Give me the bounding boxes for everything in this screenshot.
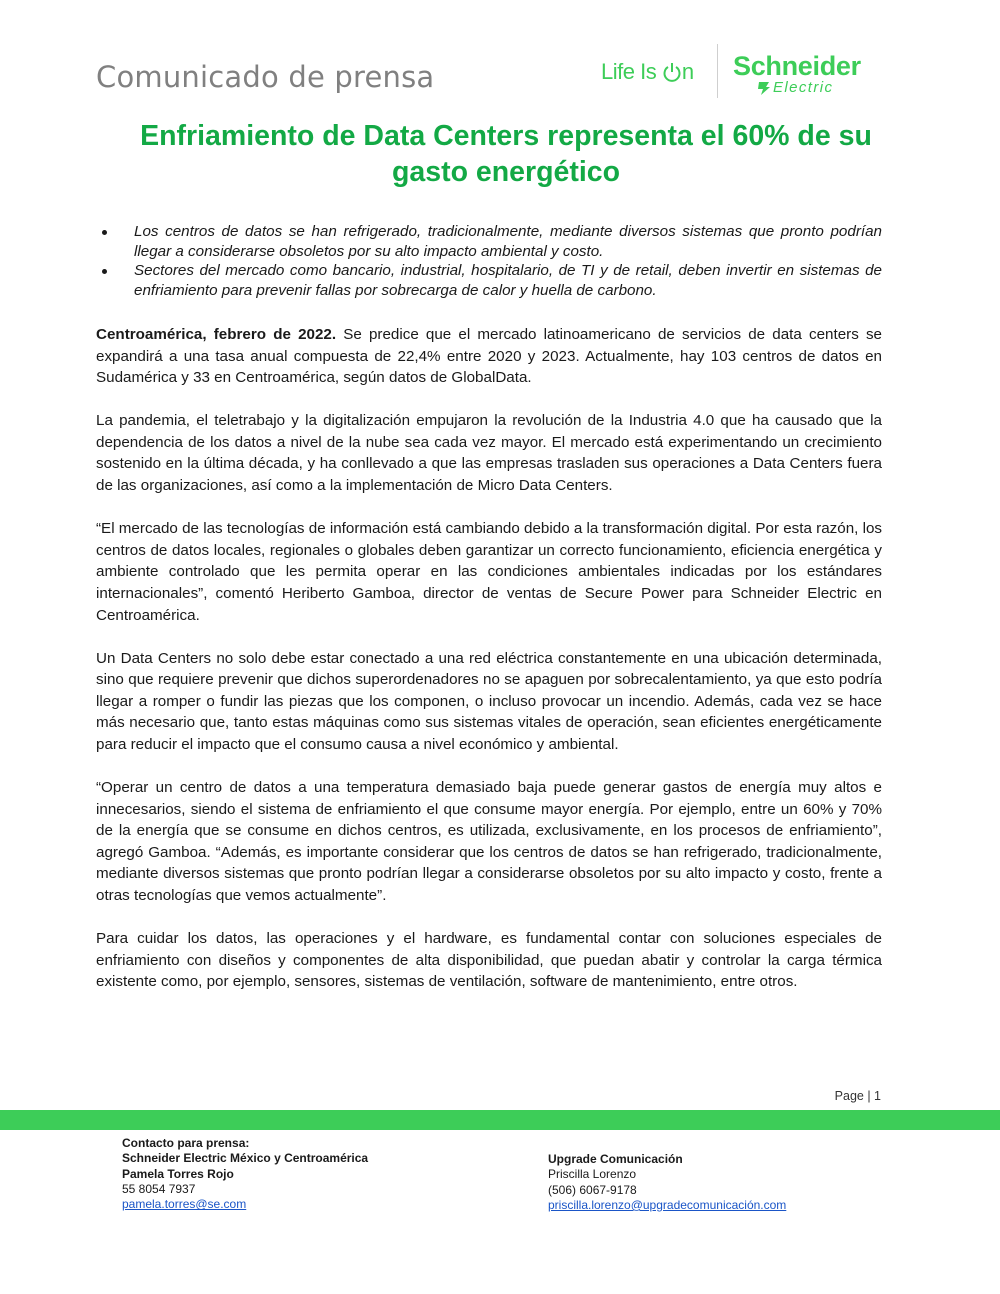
page-number: Page | 1 xyxy=(834,1089,881,1103)
contact-heading: Contacto para prensa: xyxy=(122,1136,250,1150)
paragraph-intro-text: Se predice que el mercado latinoamericano de servicios de data centers se expandirá a una tasa anual compuesta de 22,4% entre 2020 y 2023. Actualmente, hay 103 centros de datos en Sudamérica y 33 en Centroamérica, según datos de GlobalData. xyxy=(96,326,882,387)
bullet-item xyxy=(96,261,882,300)
schneider-electric-logo xyxy=(733,52,861,95)
logo-wordmark-bottom xyxy=(773,80,861,95)
bullet-dot-icon xyxy=(102,269,107,274)
contact-name: Priscilla Lorenzo xyxy=(548,1167,637,1182)
tagline-text: Life Is xyxy=(601,59,662,84)
life-is-on-tagline xyxy=(601,59,694,85)
paragraph-quote: “El mercado de las tecnologías de información está cambiando debido a la transformación digital. Por esta razón, los centros de datos locales, regionales o globales deben garantizar un correcto funcionamiento, eficiencia energética y ambiente controlado que les permita operar en las condiciones ambientales indicadas por los estándares internacionales”, comentó Heriberto Gamboa, director de ventas de Secure Power para Schneider Electric en Centroamérica. xyxy=(96,520,882,624)
paragraph: La pandemia, el teletrabajo y la digitalización empujaron la revolución de la Industria 4.0 que ha causado que la dependencia de los datos a nivel de la nube sea cada vez mayor. El mercado está experimentando un crecimiento sostenido en la última década, y ha conllevado a que las empresas trasladen sus operaciones a Data Centers fuera de las organizaciones, así como a la implementación de Micro Data Centers. xyxy=(96,412,882,495)
logo-divider xyxy=(717,44,718,98)
contact-phone: 55 8054 7937 xyxy=(122,1181,196,1196)
bullet-item xyxy=(96,222,882,261)
contact-phone: (506) 6067-9178 xyxy=(548,1182,637,1197)
schneider-mark-icon xyxy=(756,80,772,96)
paragraph: Un Data Centers no solo debe estar conectado a una red eléctrica constantemente en una ubicación determinada, sino que requiere prevenir que dichos superordenadores no se apaguen por sobrecalentamiento, ya que esto podría llegar a romper o fundir las piezas que los componen, o incluso provocar un incendio. Además, cada vez se hace más necesario que, tanto estas máquinas como sus sistemas vitales de operación, sean eficientes energéticamente para reducir el impacto que el consumo causa a nivel económico y ambiental. xyxy=(96,649,882,753)
paragraph: Para cuidar los datos, las operaciones y el hardware, es fundamental contar con soluciones especiales de enfriamiento con diseños y componentes de alta disponibilidad, que puedan abatir y controlar la carga térmica existente como, por ejemplo, sensores, sistemas de ventilación, software de mantenimiento, entre otros. xyxy=(96,930,882,991)
summary-bullets xyxy=(96,222,882,300)
contact-email-link[interactable]: pamela.torres@se.com xyxy=(122,1197,247,1212)
article-body xyxy=(96,324,882,1014)
logo-wordmark-top: Schneider xyxy=(733,51,861,81)
paragraph-intro xyxy=(96,324,882,389)
logo-electric-text: Electric xyxy=(773,79,834,96)
dateline: Centroamérica, febrero de 2022. xyxy=(96,326,337,343)
bullet-dot-icon xyxy=(102,230,107,235)
footer-green-bar xyxy=(0,1110,1000,1130)
document-type-label: Comunicado de prensa xyxy=(96,60,435,94)
contact-email-link[interactable]: priscilla.lorenzo@upgradecomunicación.com xyxy=(548,1197,787,1212)
paragraph-quote: “Operar un centro de datos a una temperatura demasiado baja puede generar gastos de energía muy altos e innecesarios, siendo el sistema de enfriamiento el que consume mayor energía. Por ejemplo, entre un 60% y 70% de la energía que se consume en dichos centros, es utilizada, exclusivamente, en los procesos de enfriamiento”, agregó Gamboa. “Además, es importante considerar que los centros de datos se han refrigerado, tradicionalmente, mediante diversos sistemas que pronto podrían llegar a considerarse obsoletos por su alto impacto y costo, frente a otras tecnologías que vemos actualmente”. xyxy=(96,779,882,905)
tagline-text-end: n xyxy=(681,59,694,84)
contact-company: Schneider Electric México y Centroamérica xyxy=(122,1151,369,1166)
contact-name: Pamela Torres Rojo xyxy=(122,1166,234,1181)
press-contact-right xyxy=(548,1152,786,1213)
power-icon xyxy=(663,62,681,82)
contact-company: Upgrade Comunicación xyxy=(548,1152,683,1166)
page-title: Enfriamiento de Data Centers representa el 60% de su gasto energético xyxy=(140,120,872,188)
bullet-text: Los centros de datos se han refrigerado, tradicionalmente, mediante diversos sistemas que pronto podrían llegar a considerarse obsoletos por su alto impacto ambiental y costo. xyxy=(134,223,882,260)
bullet-text: Sectores del mercado como bancario, industrial, hospitalario, de TI y de retail, deben invertir en sistemas de enfriamiento para prevenir fallas por sobrecarga de calor y huella de carbono. xyxy=(134,262,882,299)
press-contact-left xyxy=(122,1136,368,1212)
